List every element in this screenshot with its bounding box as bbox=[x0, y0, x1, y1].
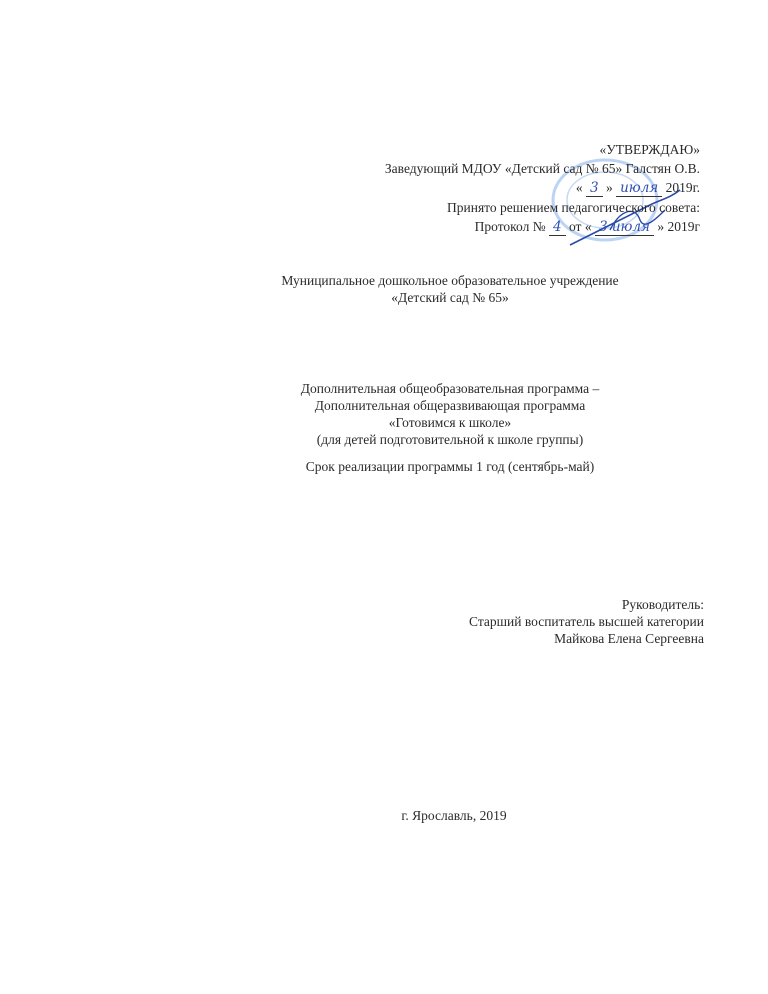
protocol-year: » 2019г bbox=[657, 219, 700, 234]
organization-line-2: «Детский сад № 65» bbox=[391, 290, 509, 305]
leader-position: Старший воспитатель высшей категории bbox=[469, 614, 704, 629]
date-close-quote: » bbox=[605, 180, 613, 195]
approval-block bbox=[385, 140, 700, 237]
program-title-block bbox=[0, 380, 768, 448]
council-decision-line: Принято решением педагогического совета: bbox=[447, 200, 700, 215]
date-open-quote: « bbox=[575, 180, 583, 195]
handwritten-month: июля bbox=[616, 180, 662, 197]
handwritten-protocol-number: 4 bbox=[549, 219, 566, 236]
city-year: г. Ярославль, 2019 bbox=[401, 808, 507, 823]
handwritten-day: 3 bbox=[586, 180, 603, 197]
program-line-3: «Готовимся к школе» bbox=[388, 415, 512, 430]
organization-block bbox=[0, 272, 768, 306]
organization-line-1: Муниципальное дошкольное образовательное учреждение bbox=[281, 273, 619, 288]
approval-date-line bbox=[385, 178, 700, 198]
leader-label: Руководитель: bbox=[621, 597, 704, 612]
protocol-line bbox=[385, 217, 700, 237]
leader-name: Майкова Елена Сергеевна bbox=[554, 631, 704, 646]
program-line-2: Дополнительная общеразвивающая программа bbox=[314, 398, 586, 413]
protocol-from: от « bbox=[568, 219, 592, 234]
program-line-1: Дополнительная общеобразовательная программа – bbox=[300, 381, 600, 396]
date-year: 2019г. bbox=[665, 180, 700, 195]
approval-heading: «УТВЕРЖДАЮ» bbox=[599, 142, 700, 157]
program-line-4: (для детей подготовительной к школе группы) bbox=[316, 432, 584, 447]
approval-head-line: Заведующий МДОУ «Детский сад № 65» Галстян О.В. bbox=[384, 161, 700, 176]
handwritten-protocol-date: 3 июля bbox=[595, 219, 654, 236]
leader-block bbox=[469, 596, 704, 647]
protocol-label: Протокол № bbox=[474, 219, 546, 234]
program-period: Срок реализации программы 1 год (сентябрь-май) bbox=[305, 459, 595, 474]
